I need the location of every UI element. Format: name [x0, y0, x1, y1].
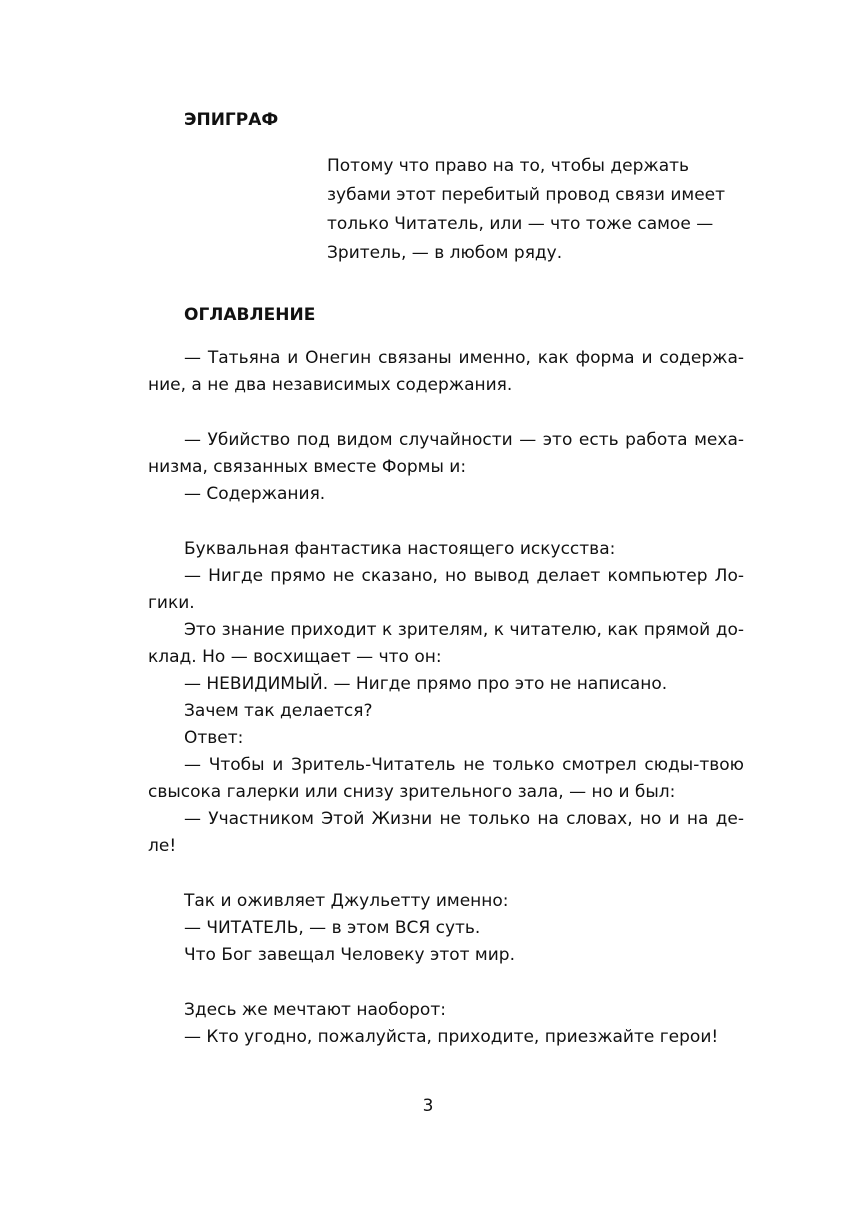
text-line: Ответ: [184, 728, 244, 748]
epigraph-text [327, 152, 747, 268]
text-line: — Татьяна и Онегин связаны именно, как форма и содержа- [184, 348, 744, 368]
text-line: — Чтобы и Зритель-Читатель не только смотрел сюды-твою [184, 755, 744, 775]
text-line: Буквальная фантастика настоящего искусства: [184, 539, 616, 559]
text-line: Что Бог завещал Человеку этот мир. [184, 945, 515, 965]
text-line: Зачем так делается? [184, 701, 373, 721]
contents-heading: ОГЛАВЛЕНИЕ [184, 305, 316, 325]
text-line: Здесь же мечтают наоборот: [184, 1000, 446, 1020]
text-line: — Содержания. [184, 484, 326, 504]
epigraph-line: только Читатель, или — что тоже самое — [327, 214, 714, 234]
text-line: — ЧИТАТЕЛЬ, — в этом ВСЯ суть. [184, 918, 481, 938]
page-number: 3 [422, 1096, 434, 1116]
text-line: — Убийство под видом случайности — это есть работа меха- [184, 430, 744, 450]
epigraph-line: Зритель, — в любом ряду. [327, 243, 563, 263]
text-line: клад. Но — восхищает — что он: [148, 647, 442, 667]
text-line: низма, связанных вместе Формы и: [148, 457, 467, 477]
text-line: гики. [148, 593, 195, 613]
text-line: Это знание приходит к зрителям, к читателю, как прямой до- [184, 620, 744, 640]
text-line: ние, а не два независимых содержания. [148, 375, 513, 395]
text-line: — Кто угодно, пожалуйста, приходите, приезжайте герои! [184, 1027, 719, 1047]
text-line: Так и оживляет Джульетту именно: [184, 891, 509, 911]
epigraph-heading: ЭПИГРАФ [184, 110, 279, 130]
epigraph-line: Потому что право на то, чтобы держать [327, 156, 690, 176]
epigraph-line: зубами этот перебитый провод связи имеет [327, 185, 726, 205]
text-line: свысока галерки или снизу зрительного зала, — но и был: [148, 782, 676, 802]
text-line: — Участником Этой Жизни не только на словах, но и на де- [184, 809, 744, 829]
text-line: — НЕВИДИМЫЙ. — Нигде прямо про это не написано. [184, 674, 668, 694]
text-line: — Нигде прямо не сказано, но вывод делает компьютер Ло- [184, 566, 744, 586]
contents-body [148, 345, 744, 1051]
text-line: ле! [148, 836, 177, 856]
